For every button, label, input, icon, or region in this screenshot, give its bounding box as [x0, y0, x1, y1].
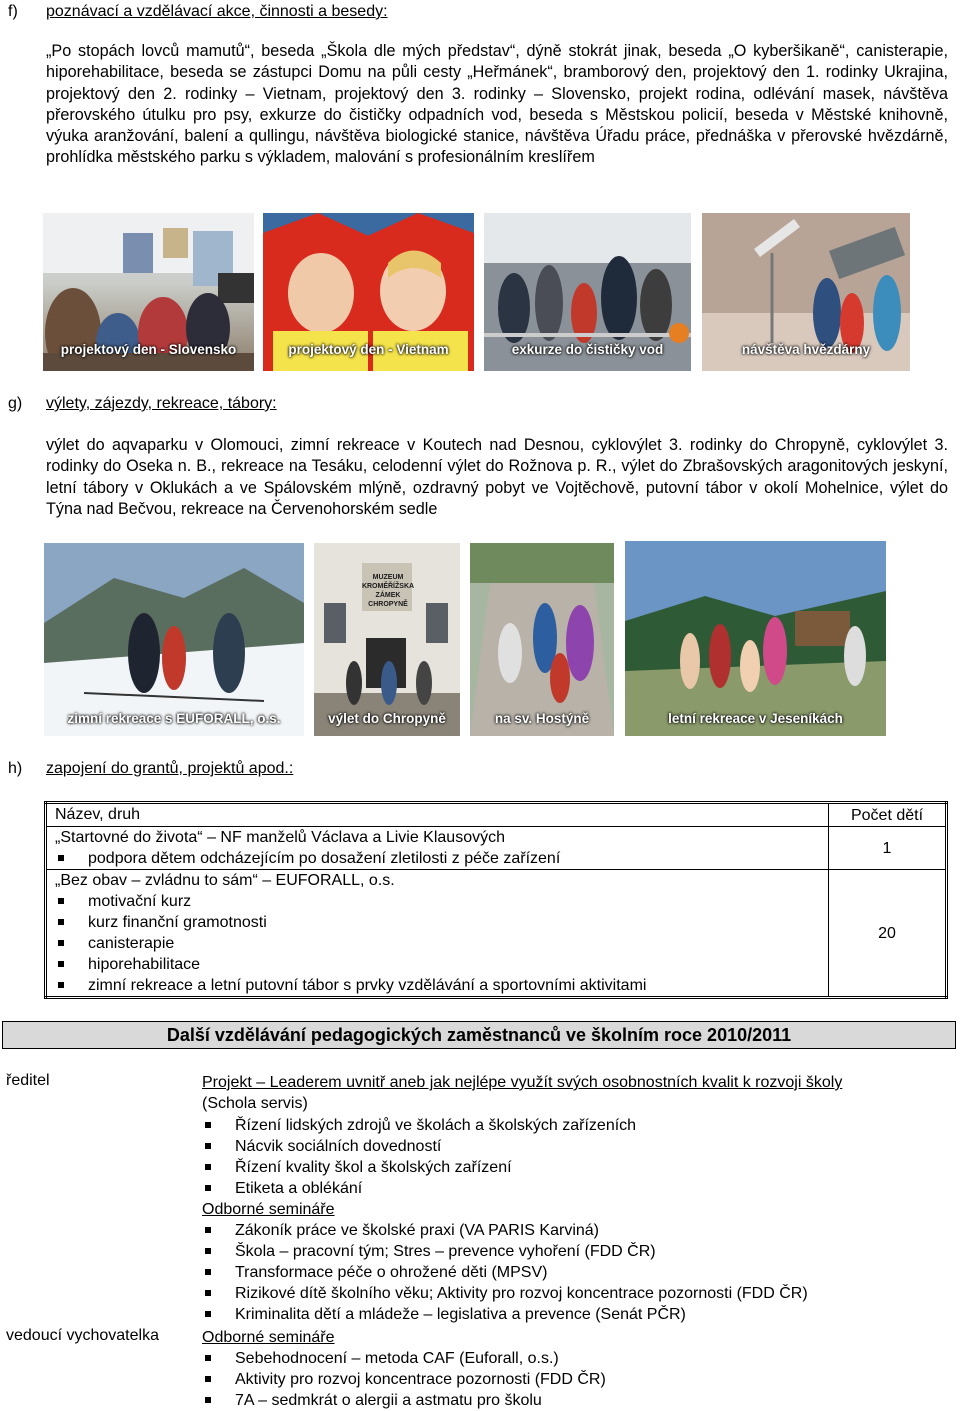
- grant-count: 20: [829, 870, 947, 998]
- grant-count: 1: [829, 827, 947, 870]
- seminar-items: [202, 1220, 952, 1325]
- photo-caption: letní rekreace v Jeseníkách: [668, 711, 843, 726]
- photo-caption: zimní rekreace s EUFORALL, o.s.: [67, 711, 281, 726]
- seminar-items: [202, 1348, 952, 1411]
- list-item: zimní rekreace a letní putovní tábor s prvky vzdělávání a sportovními aktivitami: [55, 975, 820, 996]
- table-row-content: [46, 827, 829, 870]
- table-header-name: Název, druh: [46, 803, 829, 827]
- museum-sign: MUZEUM KROMĚŘÍŽSKA ZÁMEK CHROPYNĚ: [361, 574, 415, 608]
- list-item: Transformace péče o ohrožené děti (MPSV): [202, 1262, 952, 1283]
- project-items: [202, 1115, 952, 1199]
- photo-caption: výlet do Chropyně: [328, 711, 446, 726]
- section-f-text: „Po stopách lovců mamutů“, beseda „Škola dle mých představ“, dýně stokrát jinak, beseda „O kyberšikaně“, canisterapie, hiporehabilitace, beseda se zástupci Domu na půli cesty „Heřmánek“, bramborový den, projektový den 1. rodinky Ukrajina, projektový den 2. rodinky – Vietnam, projektový den 3. rodinky – Slovensko, projekt rodina, odlévání masek, návštěva přerovského útulku pro psy, exkurze do čističky odpadních vod, beseda s Městskou policií, beseda v Městské knihovně, výuka aranžování, balení a qullingu, návštěva biologické stanice, návštěva Úřadu práce, přednáška v přerovské hvězdárně, prohlídka městského parku s výkladem, malování s profesionálním kreslířem: [46, 42, 948, 167]
- photo-zimni-rekreace: [44, 543, 304, 736]
- section-h-letter: h): [8, 760, 23, 777]
- photo-navsteva-hvezdarny: [702, 213, 910, 371]
- photo-projektovy-den-vietnam: [263, 213, 474, 371]
- grant-name: „Bez obav – zvládnu to sám“ – EUFORALL, o.s.: [55, 872, 395, 889]
- table-header-row: [46, 803, 947, 827]
- list-item: Etiketa a oblékání: [202, 1178, 952, 1199]
- project-title: Projekt – Leaderem uvnitř aneb jak nejlépe využít svých osobnostních kvalit k rozvoji školy: [202, 1074, 843, 1091]
- head-educator-block: [202, 1327, 952, 1411]
- list-item: Nácvik sociálních dovedností: [202, 1136, 952, 1157]
- list-item: Řízení kvality škol a školských zařízení: [202, 1157, 952, 1178]
- photo-caption: exkurze do čističky vod: [511, 342, 664, 357]
- photo-na-sv-hostyne: [470, 543, 614, 736]
- list-item: Kriminalita dětí a mládeže – legislativa a prevence (Senát PČR): [202, 1304, 952, 1325]
- photo-caption: projektový den - Slovensko: [60, 342, 237, 357]
- list-item: canisterapie: [55, 933, 820, 954]
- grants-table: [44, 801, 948, 999]
- seminars-title: Odborné semináře: [202, 1200, 335, 1218]
- photo-caption: na sv. Hostýně: [494, 711, 590, 726]
- table-row-content: [46, 870, 829, 998]
- director-block: [202, 1072, 952, 1325]
- photo-vylet-do-chropyne: [314, 543, 460, 736]
- photo-projektovy-den-slovensko: [43, 213, 254, 371]
- role-director: ředitel: [6, 1072, 50, 1089]
- list-item: motivační kurz: [55, 891, 820, 912]
- section-f-letter: f): [8, 3, 18, 20]
- photo-caption: návštěva hvězdárny: [741, 342, 871, 357]
- photo-exkurze-do-cisticky-vod: [484, 213, 691, 371]
- section-g-text: výlet do aqvaparku v Olomouci, zimní rekreace v Koutech nad Desnou, cyklovýlet 3. rodinky do Chropyně, cyklovýlet 3. rodinky do Oseka n. B., rekreace na Tesáku, celodenní výlet do Rožnova p. R., výlet do Zbrašovských aragonitových jeskyní, letní tábory v Oklukách a ve Spálovském mlýně, ozdravný pobyt ve Vojtěchově, putovní tábor v okolí Mohelnice, výlet do Týna nad Bečvou, rekreace na Červenohorském sedle: [46, 436, 948, 518]
- list-item: Zákoník práce ve školské praxi (VA PARIS Karviná): [202, 1220, 952, 1241]
- section-g-letter: g): [8, 395, 23, 412]
- section-g-title: výlety, zájezdy, rekreace, tábory:: [46, 395, 277, 412]
- table-row: [46, 827, 947, 870]
- table-header-count: Počet dětí: [829, 803, 947, 827]
- list-item: podpora dětem odcházejícím po dosažení zletilosti z péče zařízení: [55, 848, 820, 869]
- list-item: Řízení lidských zdrojů ve školách a školských zařízeních: [202, 1115, 952, 1136]
- role-head-educator: vedoucí vychovatelka: [6, 1327, 159, 1344]
- seminars-title: Odborné semináře: [202, 1329, 335, 1346]
- grant-items: [55, 848, 820, 869]
- list-item: Sebehodnocení – metoda CAF (Euforall, o.s.): [202, 1348, 952, 1369]
- project-org: (Schola servis): [202, 1095, 308, 1113]
- education-banner: Další vzdělávání pedagogických zaměstnanců ve školním roce 2010/2011: [2, 1021, 956, 1049]
- list-item: Škola – pracovní tým; Stres – prevence vyhoření (FDD ČR): [202, 1241, 952, 1262]
- list-item: Aktivity pro rozvoj koncentrace pozornosti (FDD ČR): [202, 1369, 952, 1390]
- grant-name: „Startovné do života“ – NF manželů Václava a Livie Klausových: [55, 829, 505, 846]
- grant-items: [55, 891, 820, 996]
- photo-letni-rekreace: [625, 541, 886, 736]
- table-row: [46, 870, 947, 998]
- list-item: 7A – sedmkrát o alergii a astmatu pro školu: [202, 1390, 952, 1411]
- section-f-title: poznávací a vzdělávací akce, činnosti a besedy:: [46, 3, 388, 20]
- section-h-title: zapojení do grantů, projektů apod.:: [46, 760, 294, 777]
- photo-caption: projektový den - Vietnam: [288, 342, 449, 357]
- list-item: kurz finanční gramotnosti: [55, 912, 820, 933]
- list-item: Rizikové dítě školního věku; Aktivity pro rozvoj koncentrace pozornosti (FDD ČR): [202, 1283, 952, 1304]
- list-item: hiporehabilitace: [55, 954, 820, 975]
